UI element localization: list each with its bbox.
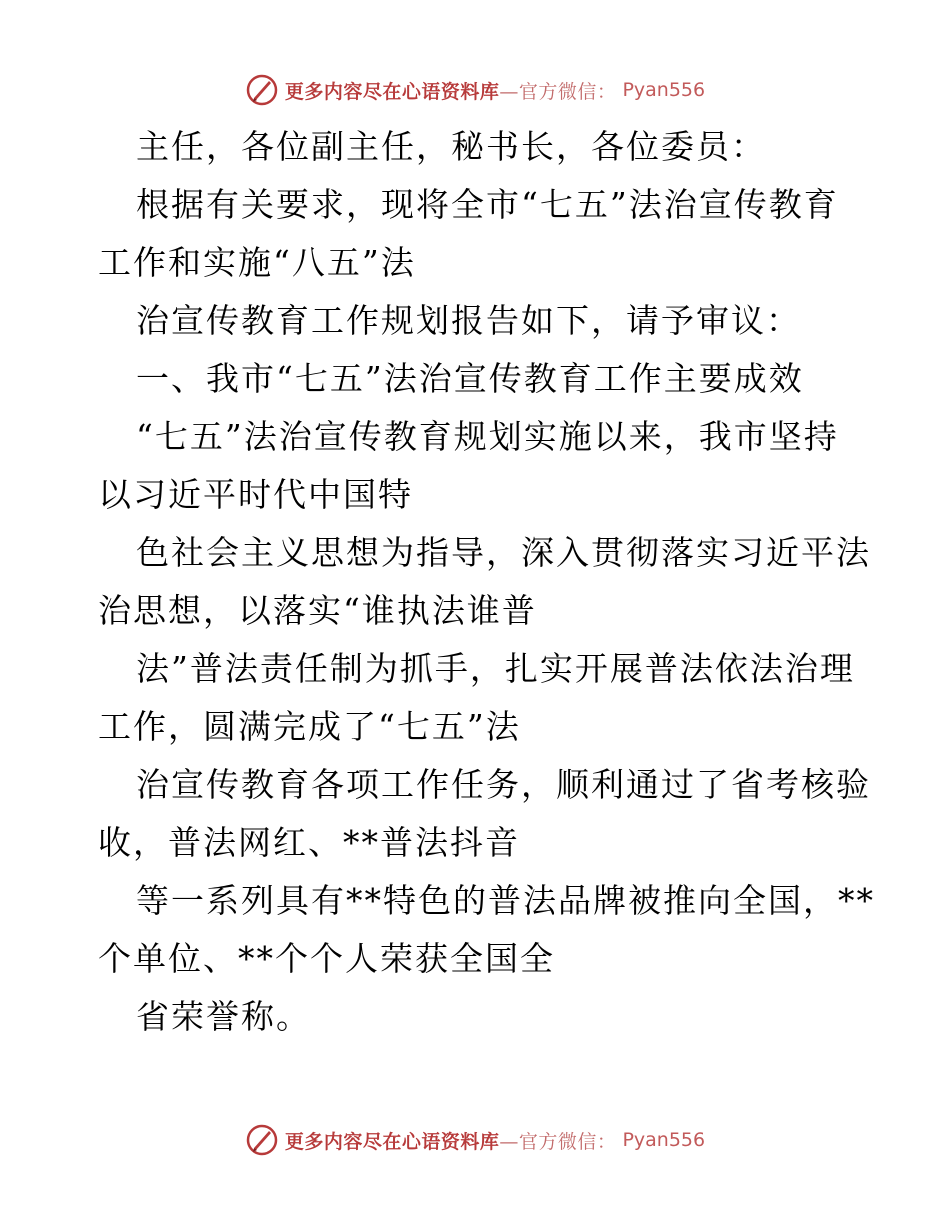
text-line: 主任，各位副主任，秘书长，各位委员： bbox=[136, 127, 766, 166]
text-line: 工作和实施“八五”法 bbox=[98, 243, 416, 282]
banner-wechat-id: Pyan556 bbox=[622, 79, 706, 101]
quill-pen-logo-icon bbox=[245, 1123, 279, 1157]
text-line: “七五”法治宣传教育规划实施以来，我市坚持 bbox=[136, 417, 839, 456]
text-line: 等一系列具有**特色的普法品牌被推向全国，** bbox=[136, 881, 875, 920]
text-line: 法”普法责任制为抓手，扎实开展普法依法治理 bbox=[136, 649, 855, 688]
text-line: 治宣传教育各项工作任务，顺利通过了省考核验 bbox=[136, 765, 871, 804]
text-line: 色社会主义思想为指导，深入贯彻落实习近平法 bbox=[136, 533, 871, 572]
footer-banner bbox=[0, 1118, 950, 1162]
text-line: 工作，圆满完成了“七五”法 bbox=[98, 707, 521, 746]
text-line: 治思想，以落实“谁执法谁普 bbox=[98, 591, 537, 630]
text-line: 根据有关要求，现将全市“七五”法治宣传教育 bbox=[136, 185, 839, 224]
banner-text: 更多内容尽在心语资料库—官方微信： bbox=[284, 1130, 617, 1153]
text-line: 个单位、**个个人荣获全国全 bbox=[98, 939, 555, 978]
text-line: 收，普法网红、**普法抖音 bbox=[98, 823, 520, 862]
banner-wechat-id: Pyan556 bbox=[622, 1129, 706, 1151]
quill-pen-logo-icon bbox=[245, 73, 279, 107]
text-line: 以习近平时代中国特 bbox=[98, 475, 413, 514]
section-heading: 一、我市“七五”法治宣传教育工作主要成效 bbox=[136, 359, 804, 398]
banner-text: 更多内容尽在心语资料库—官方微信： bbox=[284, 80, 617, 103]
document-body bbox=[98, 118, 875, 1046]
header-banner bbox=[0, 68, 950, 112]
text-line: 省荣誉称。 bbox=[136, 997, 311, 1036]
text-line: 治宣传教育工作规划报告如下，请予审议： bbox=[136, 301, 801, 340]
